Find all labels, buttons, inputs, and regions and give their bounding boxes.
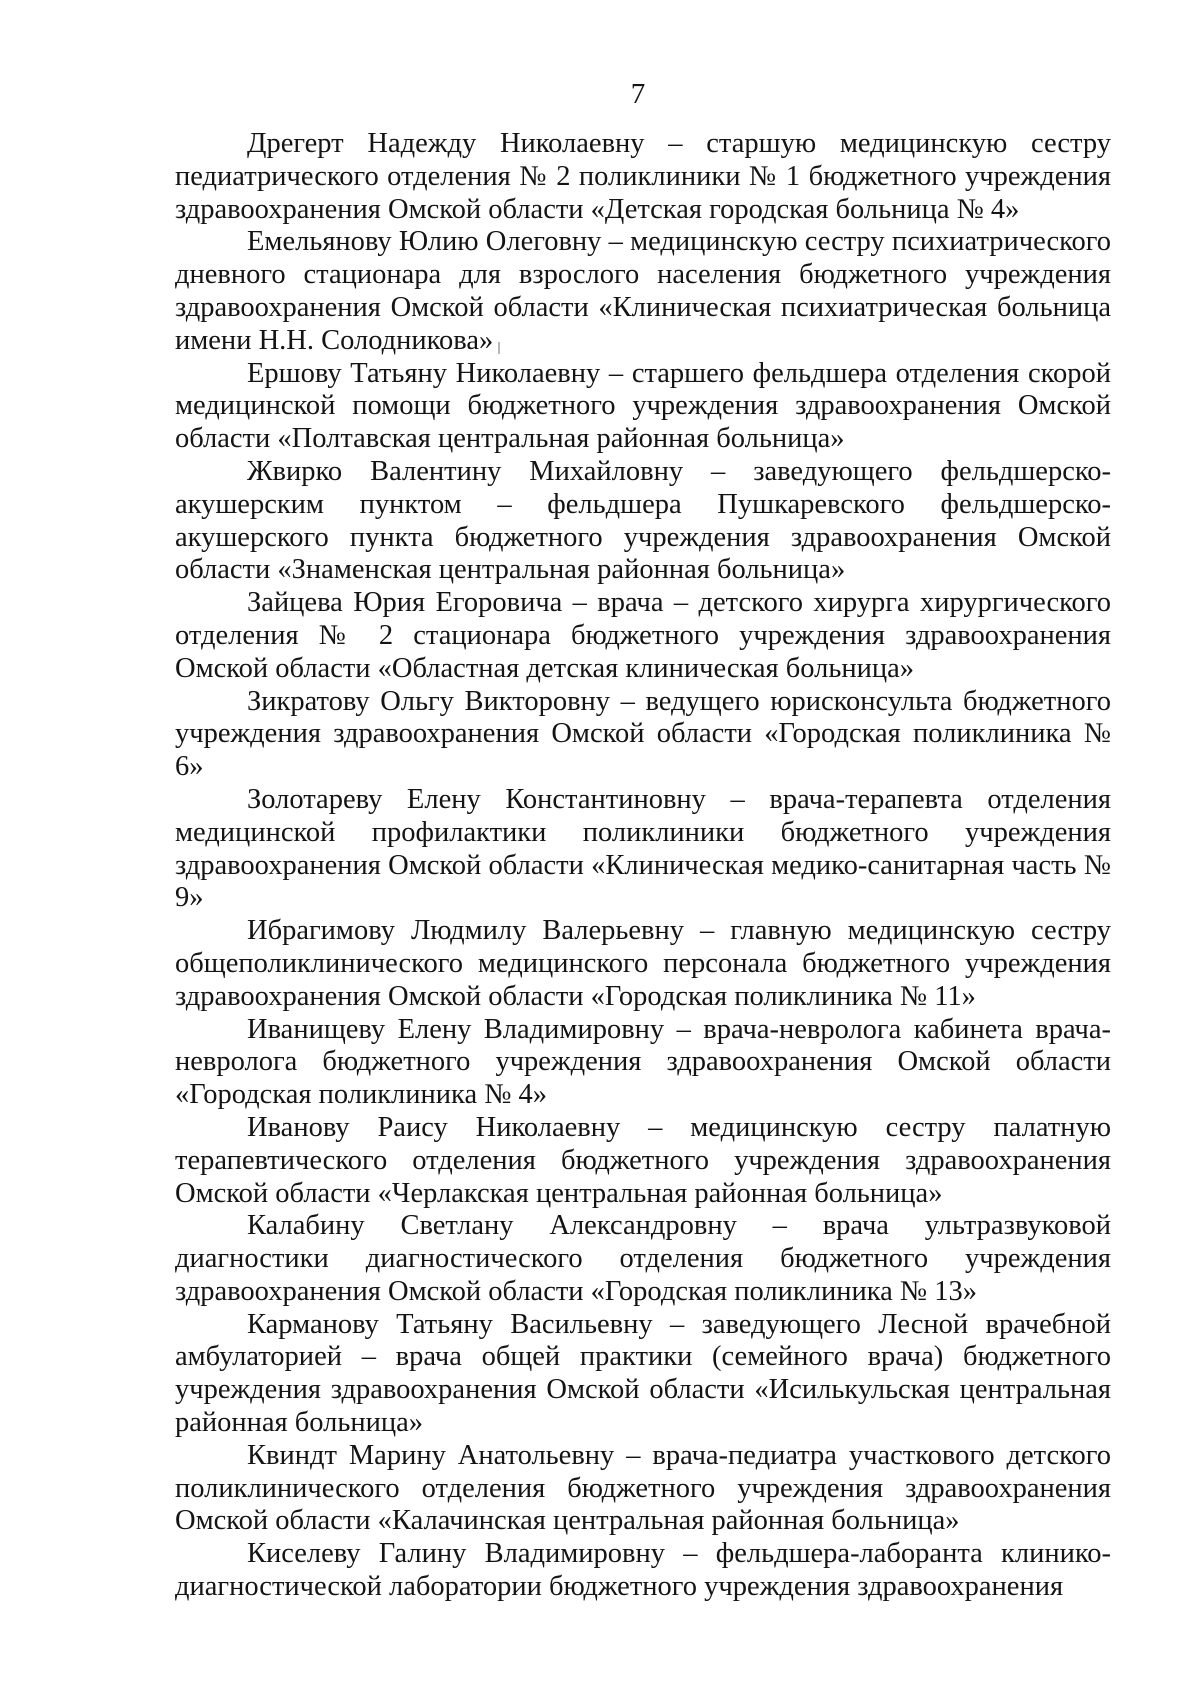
list-item: Карманову Татьяну Васильевну – заведующего Лесной врачебной амбулаторией – врача общей практики (семейного врача) бюджетного учреждения здравоохранения Омской области «Исилькульская центральная районная больница» (175, 1308, 1111, 1439)
page-number: 7 (630, 78, 646, 110)
scan-artifact (498, 342, 500, 354)
list-item: Ибрагимову Людмилу Валерьевну – главную медицинскую сестру общеполиклинического медицинского персонала бюджетного учреждения здравоохранения Омской области «Городская поликлиника № 11» (175, 915, 1111, 1012)
list-item: Дрегерт Надежду Николаевну – старшую медицинскую сестру педиатрического отделения № 2 поликлиники № 1 бюджетного учреждения здравоохранения Омской области «Детская городская больница № 4» (175, 128, 1111, 225)
list-item: Жвирко Валентину Михайловну – заведующего фельдшерско-акушерским пунктом – фельдшера Пушкаревского фельдшерско-акушерского пункта бюджетного учреждения здравоохранения Омской области «Знаменская центральная районная больница» (175, 455, 1111, 586)
list-item: Иванищеву Елену Владимировну – врача-невролога кабинета врача-невролога бюджетного учреждения здравоохранения Омской области «Городская поликлиника № 4» (175, 1013, 1111, 1111)
list-item: Ершову Татьяну Николаевну – старшего фельдшера отделения скорой медицинской помощи бюджетного учреждения здравоохранения Омской области «Полтавская центральная районная больница» (175, 357, 1111, 455)
list-item: Иванову Раису Николаевну – медицинскую сестру палатную терапевтического отделения бюджетного учреждения здравоохранения Омской области «Черлакская центральная районная больница» (175, 1111, 1111, 1209)
list-item: Емельянову Юлию Олеговну – медицинскую сестру психиатрического дневного стационара для взрослого населения бюджетного учреждения здравоохранения Омской области «Клиническая психиатрическая больница имени Н.Н. Солодникова» (175, 226, 1111, 356)
list-item: Золотареву Елену Константиновну – врача-терапевта отделения медицинской профилактики поликлиники бюджетного учреждения здравоохранения Омской области «Клиническая медико-санитарная часть № 9» (175, 783, 1111, 914)
list-item: Квиндт Марину Анатольевну – врача-педиатра участкового детского поликлинического отделения бюджетного учреждения здравоохранения Омской области «Калачинская центральная районная больница» (175, 1439, 1111, 1537)
list-item: Киселеву Галину Владимировну – фельдшера-лаборанта клинико-диагностической лаборатории бюджетного учреждения здравоохранения (175, 1538, 1111, 1603)
list-item: Зайцева Юрия Егоровича – врача – детского хирурга хирургического отделения № 2 стационара бюджетного учреждения здравоохранения Омской области «Областная детская клиническая больница» (175, 587, 1111, 684)
award-list (175, 128, 1111, 1604)
list-item: Зикратову Ольгу Викторовну – ведущего юрисконсульта бюджетного учреждения здравоохранения Омской области «Городская поликлиника № 6» (175, 685, 1111, 783)
list-item: Калабину Светлану Александровну – врача ультразвуковой диагностики диагностического отделения бюджетного учреждения здравоохранения Омской области «Городская поликлиника № 13» (175, 1210, 1111, 1307)
